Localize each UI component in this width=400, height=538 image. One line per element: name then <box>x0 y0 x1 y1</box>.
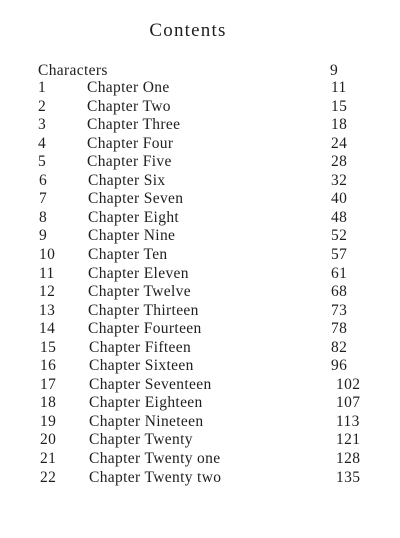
toc-entry <box>0 412 400 432</box>
chapter-number: 17 <box>40 375 57 393</box>
chapter-number: 11 <box>39 264 55 282</box>
chapter-title: Chapter Nineteen <box>89 412 204 430</box>
chapter-page-number: 15 <box>331 97 348 115</box>
toc-entry <box>0 78 400 98</box>
chapter-title: Chapter Four <box>87 134 174 152</box>
toc-entry <box>0 430 400 450</box>
chapter-page-number: 135 <box>336 468 361 486</box>
characters-page-number: 9 <box>330 62 338 79</box>
chapter-title: Chapter Seventeen <box>89 375 212 393</box>
chapter-page-number: 32 <box>331 171 348 189</box>
chapter-title: Chapter Six <box>88 171 166 189</box>
chapter-title: Chapter Seven <box>88 190 184 208</box>
chapter-number: 21 <box>40 450 57 467</box>
toc-entry <box>0 171 400 191</box>
chapter-title: Chapter Fifteen <box>89 338 192 356</box>
chapter-page-number: 61 <box>331 264 348 282</box>
chapter-title: Chapter Thirteen <box>88 301 199 319</box>
toc-entry <box>0 208 400 228</box>
toc-entry <box>0 152 400 172</box>
chapter-page-number: 107 <box>336 394 361 412</box>
toc-entry <box>0 282 400 302</box>
toc-entry <box>0 97 400 117</box>
characters-label: Characters <box>38 62 108 79</box>
chapter-page-number: 40 <box>331 190 348 208</box>
chapter-page-number: 121 <box>336 431 361 449</box>
chapter-title: Chapter Ten <box>88 245 168 263</box>
chapter-number: 8 <box>39 208 48 226</box>
chapter-title: Chapter Twenty <box>89 431 193 449</box>
chapter-number: 9 <box>39 227 48 245</box>
toc-entry <box>0 245 400 265</box>
chapter-title: Chapter Sixteen <box>89 357 194 375</box>
chapter-page-number: 24 <box>331 134 348 152</box>
chapter-number: 13 <box>39 301 56 319</box>
chapter-title: Chapter Eleven <box>88 264 189 282</box>
chapter-title: Chapter Eight <box>88 208 180 226</box>
page-title: Contents <box>149 20 227 41</box>
chapter-title: Chapter Twenty one <box>89 450 221 467</box>
chapter-number: 15 <box>40 338 57 356</box>
chapter-title: Chapter Twenty two <box>89 468 222 486</box>
chapter-page-number: 128 <box>336 450 361 467</box>
chapter-page-number: 18 <box>331 116 348 134</box>
chapter-title: Chapter Three <box>87 116 181 134</box>
chapter-page-number: 73 <box>331 301 348 319</box>
chapter-page-number: 28 <box>331 153 348 171</box>
chapter-number: 20 <box>40 431 57 449</box>
toc-entry <box>0 468 400 488</box>
chapter-page-number: 52 <box>331 227 348 245</box>
chapter-page-number: 113 <box>336 412 360 430</box>
chapter-title: Chapter Five <box>87 153 172 171</box>
toc-entry <box>0 134 400 154</box>
chapter-page-number: 102 <box>336 375 361 393</box>
toc-entry <box>0 356 400 376</box>
toc-entry <box>0 319 400 339</box>
chapter-number: 5 <box>38 153 47 171</box>
toc-entry <box>0 115 400 135</box>
chapter-title: Chapter One <box>87 79 170 96</box>
chapter-number: 16 <box>40 357 57 375</box>
toc-entry <box>0 393 400 413</box>
chapter-number: 7 <box>39 190 48 208</box>
toc-entry <box>0 338 400 358</box>
chapter-title: Chapter Nine <box>88 227 176 245</box>
toc-entry <box>0 226 400 246</box>
chapter-page-number: 68 <box>331 283 348 301</box>
chapter-page-number: 96 <box>331 357 348 375</box>
chapter-page-number: 82 <box>331 338 348 356</box>
toc-entry <box>0 189 400 209</box>
chapter-number: 10 <box>39 245 56 263</box>
chapter-page-number: 48 <box>331 208 348 226</box>
chapter-title: Chapter Fourteen <box>88 320 202 338</box>
chapter-page-number: 78 <box>331 320 348 338</box>
toc-entry <box>0 264 400 284</box>
toc-entry <box>0 301 400 321</box>
chapter-number: 6 <box>39 171 48 189</box>
chapter-number: 4 <box>38 134 47 152</box>
chapter-title: Chapter Eighteen <box>89 394 203 412</box>
chapter-number: 12 <box>39 283 56 301</box>
chapter-number: 1 <box>38 79 47 96</box>
chapter-number: 22 <box>40 468 57 486</box>
toc-entry <box>0 449 400 469</box>
chapter-page-number: 11 <box>331 79 347 96</box>
chapter-number: 14 <box>39 320 56 338</box>
chapter-number: 18 <box>40 394 57 412</box>
chapter-number: 19 <box>40 412 57 430</box>
chapter-title: Chapter Two <box>87 97 171 115</box>
chapter-page-number: 57 <box>331 245 348 263</box>
chapter-title: Chapter Twelve <box>88 283 191 301</box>
chapter-number: 2 <box>38 97 47 115</box>
toc-entry <box>0 375 400 395</box>
chapter-number: 3 <box>38 116 47 134</box>
